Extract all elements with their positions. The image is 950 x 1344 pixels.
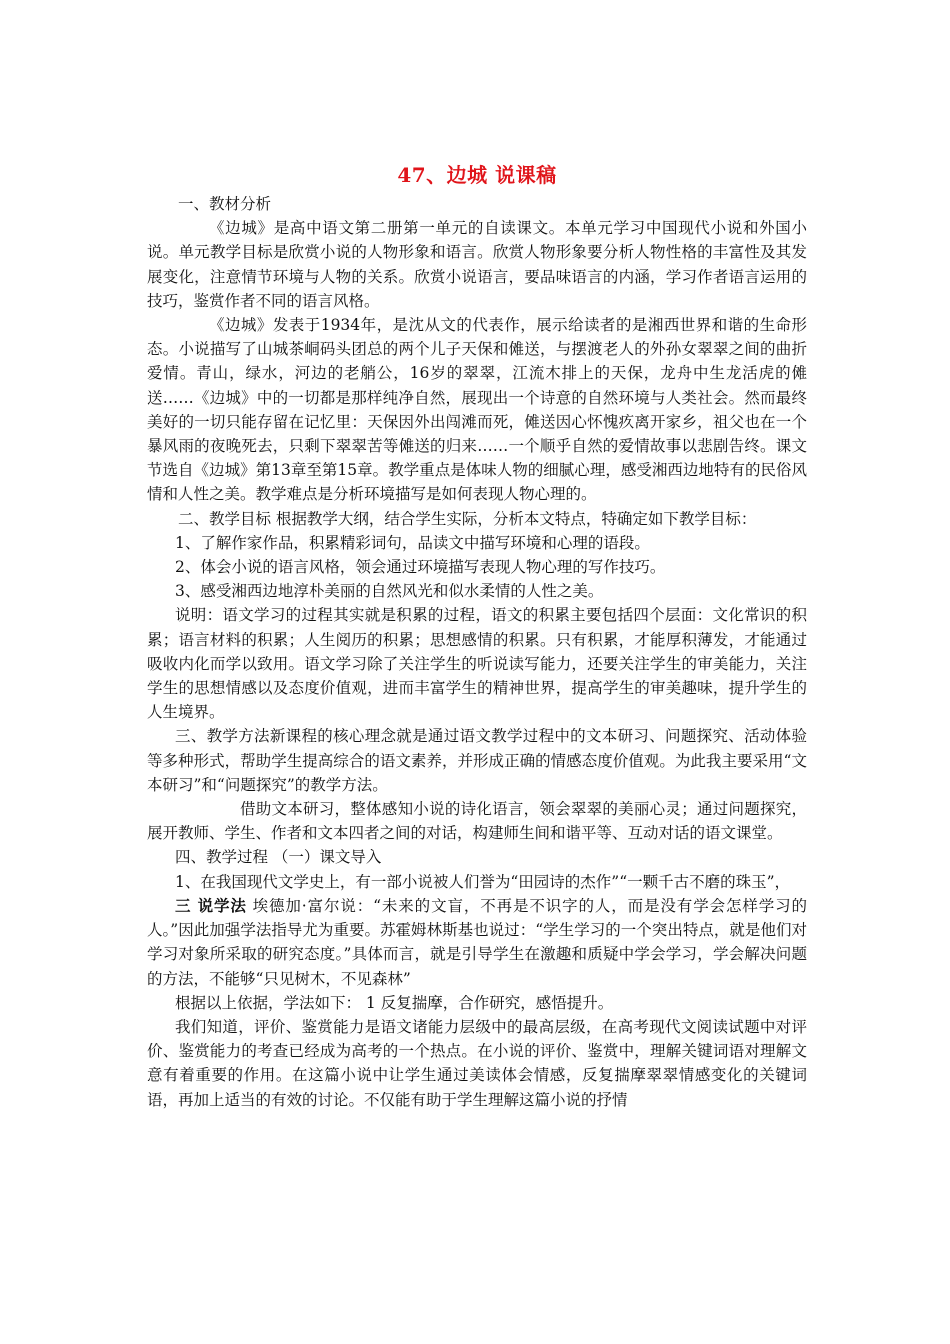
paragraph-text-study: 借助文本研习，整体感知小说的诗化语言，领会翠翠的美丽心灵；通过问题探究，展开教师、学生、作者和文本四者之间的对话，构建师生间和谐平等、互动对话的语文课堂。 (147, 800, 807, 843)
learning-method-body: 埃德加·富尔说：“未来的文盲，不再是不识字的人，而是没有学会怎样学习的人。”因此加强学法指导尤为重要。苏霍姆林斯基也说过：“学生学习的一个突出特点，就是他们对学习对象所采取的研究态度。”具体而言，就是引导学生在激趣和质疑中学会学习，学会解决问题的方法，不能够“只见树木，不见森林” (147, 896, 807, 988)
paragraph-appreciation: 我们知道，评价、鉴赏能力是语文诸能力层级中的最高层级，在高考现代文阅读试题中对评价、鉴赏能力的考查已经成为高考的一个热点。在小说的评价、鉴赏中，理解关键词语对理解文意有着重要的作用。在这篇小说中让学生通过美读体会情感，反复揣摩翠翠情感变化的关键词语，再加上适当的有效的讨论。不仅能有助于学生理解这篇小说的抒情 (147, 1017, 807, 1109)
section-heading-teaching-process: 四、教学过程 （一）课文导入 (175, 848, 382, 867)
goal-item-3: 3、感受湘西边地淳朴美丽的自然风光和似水柔情的人性之美。 (175, 582, 604, 601)
paragraph-learning-method (147, 894, 807, 991)
goal-item-1: 1、了解作家作品，积累精彩词句，品读文中描写环境和心理的语段。 (175, 533, 650, 552)
document-title: 47、边城 说课稿 (397, 163, 557, 187)
paragraph-explanation: 说明：语文学习的过程其实就是积累的过程，语文的积累主要包括四个层面：文化常识的积累；语言材料的积累；人生阅历的积累；思想感情的积累。只有积累，才能厚积薄发，才能通过吸收内化而学以致用。语文学习除了关注学生的听说读写能力，还要关注学生的审美能力，关注学生的思想情感以及态度价值观，进而丰富学生的精神世界，提高学生的审美趣味，提升学生的人生境界。 (147, 606, 807, 722)
paragraph-unit-overview: 《边城》是高中语文第二册第一单元的自读课文。本单元学习中国现代小说和外国小说。单元教学目标是欣赏小说的人物形象和语言。欣赏人物形象要分析人物性格的丰富性及其发展变化，注意情节环境与人物的关系。欣赏小说语言，要品味语言的内涵，学习作者语言运用的技巧，鉴赏作者不同的语言风格。 (147, 219, 807, 310)
document-page (147, 160, 807, 1112)
paragraph-lesson-intro: 1、在我国现代文学史上，有一部小说被人们誉为“田园诗的杰作”“一颗千古不磨的珠玉”， (175, 872, 791, 891)
learning-method-heading: 三 说学法 (175, 895, 247, 915)
paragraph-novel-summary: 《边城》发表于1934年，是沈从文的代表作，展示给读者的是湘西世界和谐的生命形态。小说描写了山城茶峒码头团总的两个儿子天保和傩送，与摆渡老人的外孙女翠翠之间的曲折爱情。青山，绿水，河边的老艄公，16岁的翠翠，江流木排上的天保，龙舟中生龙活虎的傩送……《边城》中的一切都是那样纯净自然，展现出一个诗意的自然环境与人类社会。然而最终美好的一切只能存留在记忆里：天保因外出闯滩而死，傩送因心怀愧疚离开家乡，祖父也在一个暴风雨的夜晚死去，只剩下翠翠苦等傩送的归来……一个顺乎自然的爱情故事以悲剧告终。课文节选自《边城》第13章至第15章。教学重点是体味人物的细腻心理，感受湘西边地特有的民俗风情和人性之美。教学难点是分析环境描写是如何表现人物心理的。 (147, 316, 807, 504)
section-heading-teaching-method: 三、教学方法新课程的核心理念就是通过语文教学过程中的文本研习、问题探究、活动体验等多种形式，帮助学生提高综合的语文素养，并形成正确的情感态度价值观。为此我主要采用“文本研习”和“问题探究”的教学方法。 (147, 727, 807, 794)
section-heading-textbook-analysis: 一、教材分析 (178, 195, 272, 213)
paragraph-method-list: 根据以上依据，学法如下： 1 反复揣摩，合作研究，感悟提升。 (175, 993, 614, 1012)
section-heading-teaching-goals: 二、教学目标 根据教学大纲，结合学生实际，分析本文特点，特确定如下教学目标： (178, 509, 757, 528)
goal-item-2: 2、体会小说的语言风格，领会通过环境描写表现人物心理的写作技巧。 (175, 558, 666, 577)
